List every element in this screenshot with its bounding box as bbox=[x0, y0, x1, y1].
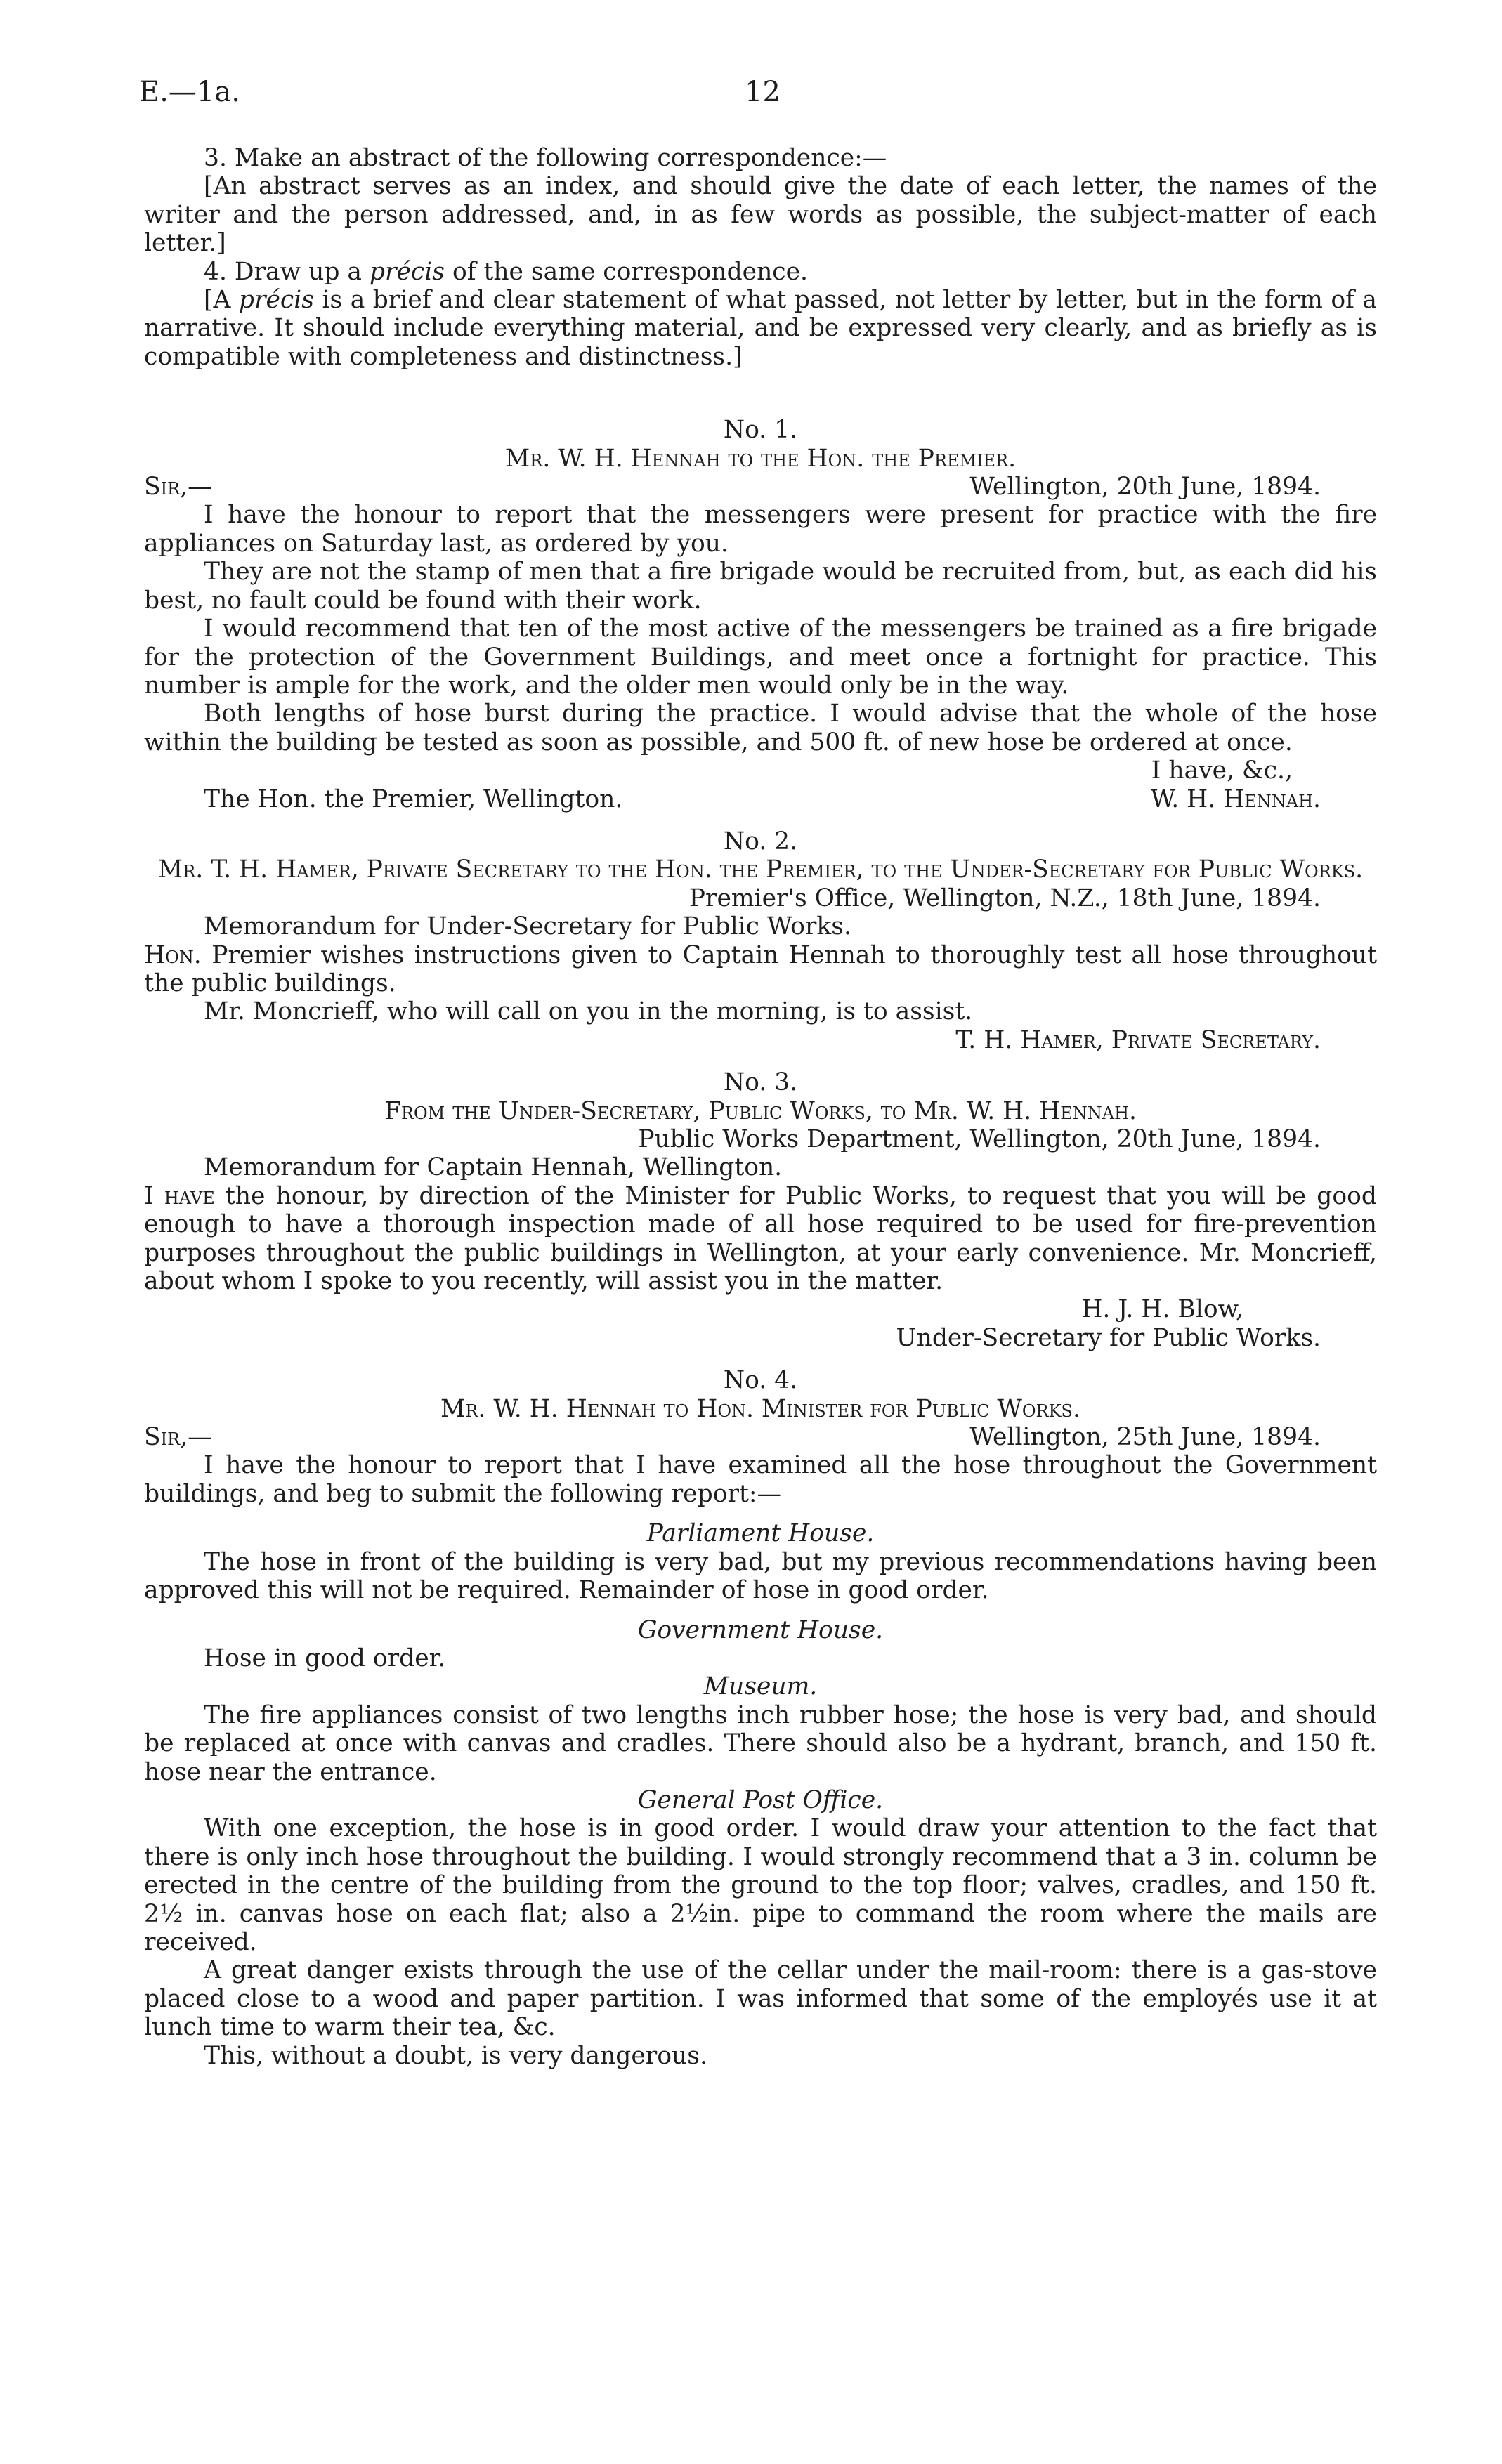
letter-4-heading: Mr. W. H. Hennah to Hon. Minister for Public Works. bbox=[440, 1394, 1080, 1423]
letter-4-number: No. 4. bbox=[723, 1366, 798, 1395]
letter-3-heading: From the Under-Secretary, Public Works, to Mr. W. H. Hennah. bbox=[384, 1096, 1137, 1125]
section-title: Museum. bbox=[703, 1672, 818, 1701]
document-body bbox=[144, 144, 1377, 2070]
letter-date: Premier's Office, Wellington, N.Z., 18th June, 1894. bbox=[688, 884, 1321, 912]
salutation: Sir,— bbox=[144, 1423, 212, 1452]
question-4: 4. Draw up a précis of the same correspondence. bbox=[204, 257, 808, 286]
salutation: Sir,— bbox=[144, 473, 212, 502]
document-reference: E.—1a. bbox=[139, 76, 240, 108]
paragraph: A great danger exists through the use of the cellar under the mail-room: there is a gas-stove placed close to a wood and paper partition. I was informed that some of the employés use it at lunch time to warm their tea, &c. bbox=[144, 1956, 1377, 2042]
letter-date: Wellington, 20th June, 1894. bbox=[969, 473, 1321, 502]
paragraph: I have the honour to report that I have examined all the hose throughout the Government buildings, and beg to submit the following report:— bbox=[144, 1451, 1377, 1508]
letter-date: Public Works Department, Wellington, 20th June, 1894. bbox=[638, 1125, 1321, 1153]
question-4-note: [A précis is a brief and clear statement of what passed, not letter by letter, but in the form of a narrative. It should include everything material, and be expressed very clearly, and as briefly as is compatible with completeness and distinctness.] bbox=[144, 286, 1377, 371]
paragraph: I would recommend that ten of the most active of the messengers be trained as a fire brigade for the protection of the Government Buildings, and meet once a fortnight for practice. This number is ample for the work, and the older men would only be in the way. bbox=[144, 615, 1377, 700]
signature-name: H. J. H. Blow, bbox=[1081, 1295, 1243, 1324]
paragraph: Hose in good order. bbox=[204, 1644, 446, 1672]
signature: T. H. Hamer, Private Secretary. bbox=[955, 1025, 1321, 1054]
question-3-note: [An abstract serves as an index, and should give the date of each letter, the names of the writer and the person addressed, and, in as few words as possible, the subject-matter of each letter.] bbox=[144, 172, 1377, 258]
paragraph: I have the honour to report that the messengers were present for practice with the fire appliances on Saturday last, as ordered by you. bbox=[144, 501, 1377, 558]
memorandum-title: Memorandum for Captain Hennah, Wellington. bbox=[204, 1153, 783, 1182]
signature: W. H. Hennah. bbox=[1150, 785, 1321, 813]
paragraph: This, without a doubt, is very dangerous. bbox=[204, 2041, 707, 2070]
page-number: 12 bbox=[745, 76, 781, 108]
paragraph: Mr. Moncrieff, who will call on you in the morning, is to assist. bbox=[204, 997, 973, 1026]
section-title: General Post Office. bbox=[637, 1785, 884, 1814]
letter-1-heading: Mr. W. H. Hennah to the Hon. the Premier. bbox=[504, 444, 1017, 473]
letter-1-number: No. 1. bbox=[723, 416, 798, 445]
addressee: The Hon. the Premier, Wellington. bbox=[204, 785, 623, 813]
section-title: Parliament House. bbox=[646, 1519, 875, 1548]
question-3: 3. Make an abstract of the following correspondence:— bbox=[204, 144, 887, 172]
paragraph: Both lengths of hose burst during the practice. I would advise that the whole of the hose within the building be tested as soon as possible, and 500 ft. of new hose be ordered at once. bbox=[144, 700, 1377, 756]
letter-date: Wellington, 25th June, 1894. bbox=[969, 1423, 1321, 1452]
signature-title: Under-Secretary for Public Works. bbox=[896, 1323, 1321, 1352]
letter-1-salutation-line bbox=[144, 473, 1377, 501]
letter-2-heading: Mr. T. H. Hamer, Private Secretary to the Hon. the Premier, to the Under-Secretary for Public Works. bbox=[157, 856, 1364, 884]
paragraph: The fire appliances consist of two lengths inch rubber hose; the hose is very bad, and should be replaced at once with canvas and cradles. There should also be a hydrant, branch, and 150 ft. hose near the entrance. bbox=[144, 1700, 1377, 1786]
letter-4-salutation-line bbox=[144, 1423, 1377, 1451]
memorandum-title: Memorandum for Under-Secretary for Public Works. bbox=[204, 912, 851, 941]
letter-2-number: No. 2. bbox=[723, 827, 798, 856]
letter-1-signature-line bbox=[144, 785, 1377, 813]
paragraph: They are not the stamp of men that a fire brigade would be recruited from, but, as each did his best, no fault could be found with their work. bbox=[144, 558, 1377, 615]
letter-3-number: No. 3. bbox=[723, 1068, 798, 1097]
paragraph: The hose in front of the building is very bad, but my previous recommendations having been approved this will not be required. Remainder of hose in good order. bbox=[144, 1547, 1377, 1605]
paragraph: Hon. Premier wishes instructions given to Captain Hennah to thoroughly test all hose throughout the public buildings. bbox=[144, 941, 1377, 997]
paragraph: With one exception, the hose is in good order. I would draw your attention to the fact that there is only inch hose throughout the building. I would strongly recommend that a 3 in. column be erected in the centre of the building from the ground to the top floor; valves, cradles, and 150 ft. 2½ in. canvas hose on each flat; also a 2½in. pipe to command the room where the mails are received. bbox=[144, 1814, 1377, 1956]
paragraph: I have the honour, by direction of the Minister for Public Works, to request that you will be good enough to have a thorough inspection made of all hose required to be used for fire-prevention purposes throughout the public buildings in Wellington, at your early convenience. Mr. Moncrieff, about whom I spoke to you recently, will assist you in the matter. bbox=[144, 1181, 1377, 1296]
section-title: Government House. bbox=[637, 1616, 884, 1644]
closing: I have, &c., bbox=[1151, 756, 1293, 785]
